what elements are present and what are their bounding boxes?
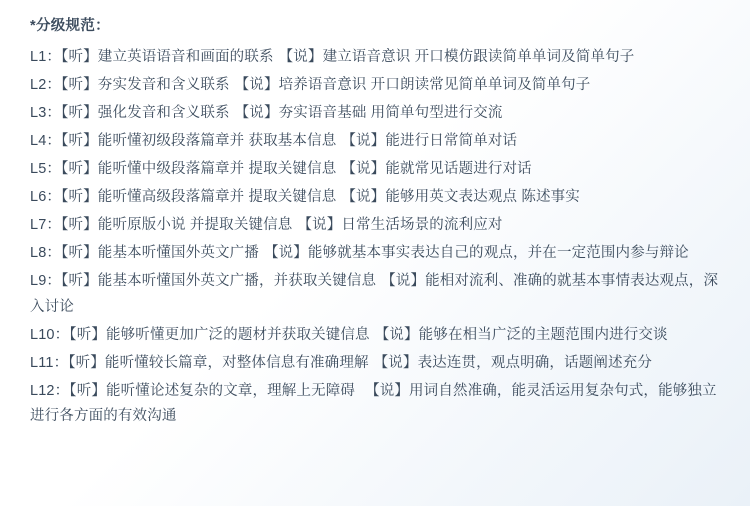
- speak-tag: 【说】: [263, 245, 308, 262]
- speak-text: 能就常见话题进行对话: [385, 161, 532, 178]
- level-label: L1：: [30, 49, 62, 66]
- speak-text: 培养语音意识 开口朗读常见简单单词及简单句子: [278, 77, 591, 94]
- list-item: [30, 129, 728, 155]
- list-item: [30, 241, 728, 267]
- listen-tag: 【听】: [69, 326, 106, 343]
- level-label: L12：: [30, 382, 70, 399]
- speak-tag: 【说】: [234, 77, 279, 94]
- level-label: L7：: [30, 217, 62, 234]
- listen-tag: 【听】: [61, 217, 98, 234]
- speak-text: 能够就基本事实表达自己的观点，并在一定范围内参与辩论: [307, 245, 689, 262]
- listen-text: 强化发音和含义联系: [97, 105, 230, 122]
- listen-text: 能听原版小说 并提取关键信息: [97, 217, 293, 234]
- speak-text: 能进行日常简单对话: [385, 133, 518, 150]
- list-item: [30, 101, 728, 127]
- speak-tag: 【说】: [297, 217, 342, 234]
- speak-tag: 【说】: [234, 105, 279, 122]
- speak-text: 建立语音意识 开口模仿跟读简单单词及简单句子: [322, 49, 635, 66]
- speak-tag: 【说】: [381, 273, 426, 290]
- listen-tag: 【听】: [61, 273, 98, 290]
- listen-tag: 【听】: [61, 105, 98, 122]
- listen-text: 能基本听懂国外英文广播，并获取关键信息: [97, 273, 377, 290]
- list-item: [30, 269, 728, 320]
- listen-text: 能听懂初级段落篇章并 获取基本信息: [97, 133, 337, 150]
- speak-tag: 【说】: [278, 49, 323, 66]
- listen-tag: 【听】: [61, 245, 98, 262]
- level-label: L9：: [30, 273, 62, 290]
- listen-text: 能听懂中级段落篇章并 提取关键信息: [97, 161, 337, 178]
- speak-tag: 【说】: [341, 189, 386, 206]
- listen-text: 建立英语语音和画面的联系: [97, 49, 274, 66]
- list-item: [30, 379, 728, 430]
- listen-tag: 【听】: [61, 77, 98, 94]
- listen-text: 能听懂高级段落篇章并 提取关键信息: [97, 189, 337, 206]
- listen-text: 夯实发音和含义联系: [97, 77, 230, 94]
- listen-text: 能够听懂更加广泛的题材并获取关键信息: [106, 326, 370, 343]
- level-label: L3：: [30, 105, 62, 122]
- speak-text: 能够在相当广泛的主题范围内进行交谈: [418, 326, 668, 343]
- listen-text: 能基本听懂国外英文广播: [97, 245, 259, 262]
- level-label: L5：: [30, 161, 62, 178]
- level-label: L6：: [30, 189, 62, 206]
- speak-text: 能够用英文表达观点 陈述事实: [385, 189, 580, 206]
- speak-tag: 【说】: [373, 354, 418, 371]
- listen-tag: 【听】: [61, 133, 98, 150]
- listen-text: 能听懂论述复杂的文章，理解上无障碍: [106, 382, 356, 399]
- listen-tag: 【听】: [61, 189, 98, 206]
- level-list: [30, 45, 728, 430]
- speak-text: 表达连贯，观点明确，话题阐述充分: [417, 354, 652, 371]
- speak-tag: 【说】: [341, 133, 386, 150]
- list-item: [30, 73, 728, 99]
- level-label: L8：: [30, 245, 62, 262]
- speak-text: 能相对流利、准确的就基本事情表达观点，深入讨论: [30, 273, 719, 315]
- list-item: [30, 351, 728, 377]
- level-label: L10：: [30, 326, 70, 343]
- speak-tag: 【说】: [374, 326, 419, 343]
- level-label: L2：: [30, 77, 62, 94]
- page-title: *分级规范：: [30, 18, 110, 34]
- listen-tag: 【听】: [69, 382, 106, 399]
- list-item: [30, 323, 728, 349]
- list-item: [30, 213, 728, 239]
- list-item: [30, 45, 728, 71]
- speak-tag: 【说】: [365, 382, 410, 399]
- listen-tag: 【听】: [68, 354, 105, 371]
- listen-tag: 【听】: [61, 49, 98, 66]
- speak-text: 日常生活场景的流利应对: [341, 217, 503, 234]
- listen-tag: 【听】: [61, 161, 98, 178]
- speak-tag: 【说】: [341, 161, 386, 178]
- level-label: L11：: [30, 354, 69, 371]
- level-label: L4：: [30, 133, 62, 150]
- speak-text: 用词自然准确，能灵活运用复杂句式，能够独立进行各方面的有效沟通: [30, 382, 717, 425]
- listen-text: 能听懂较长篇章，对整体信息有准确理解: [104, 354, 369, 371]
- list-item: [30, 157, 728, 183]
- speak-text: 夯实语音基础 用简单句型进行交流: [278, 105, 503, 122]
- list-item: [30, 185, 728, 211]
